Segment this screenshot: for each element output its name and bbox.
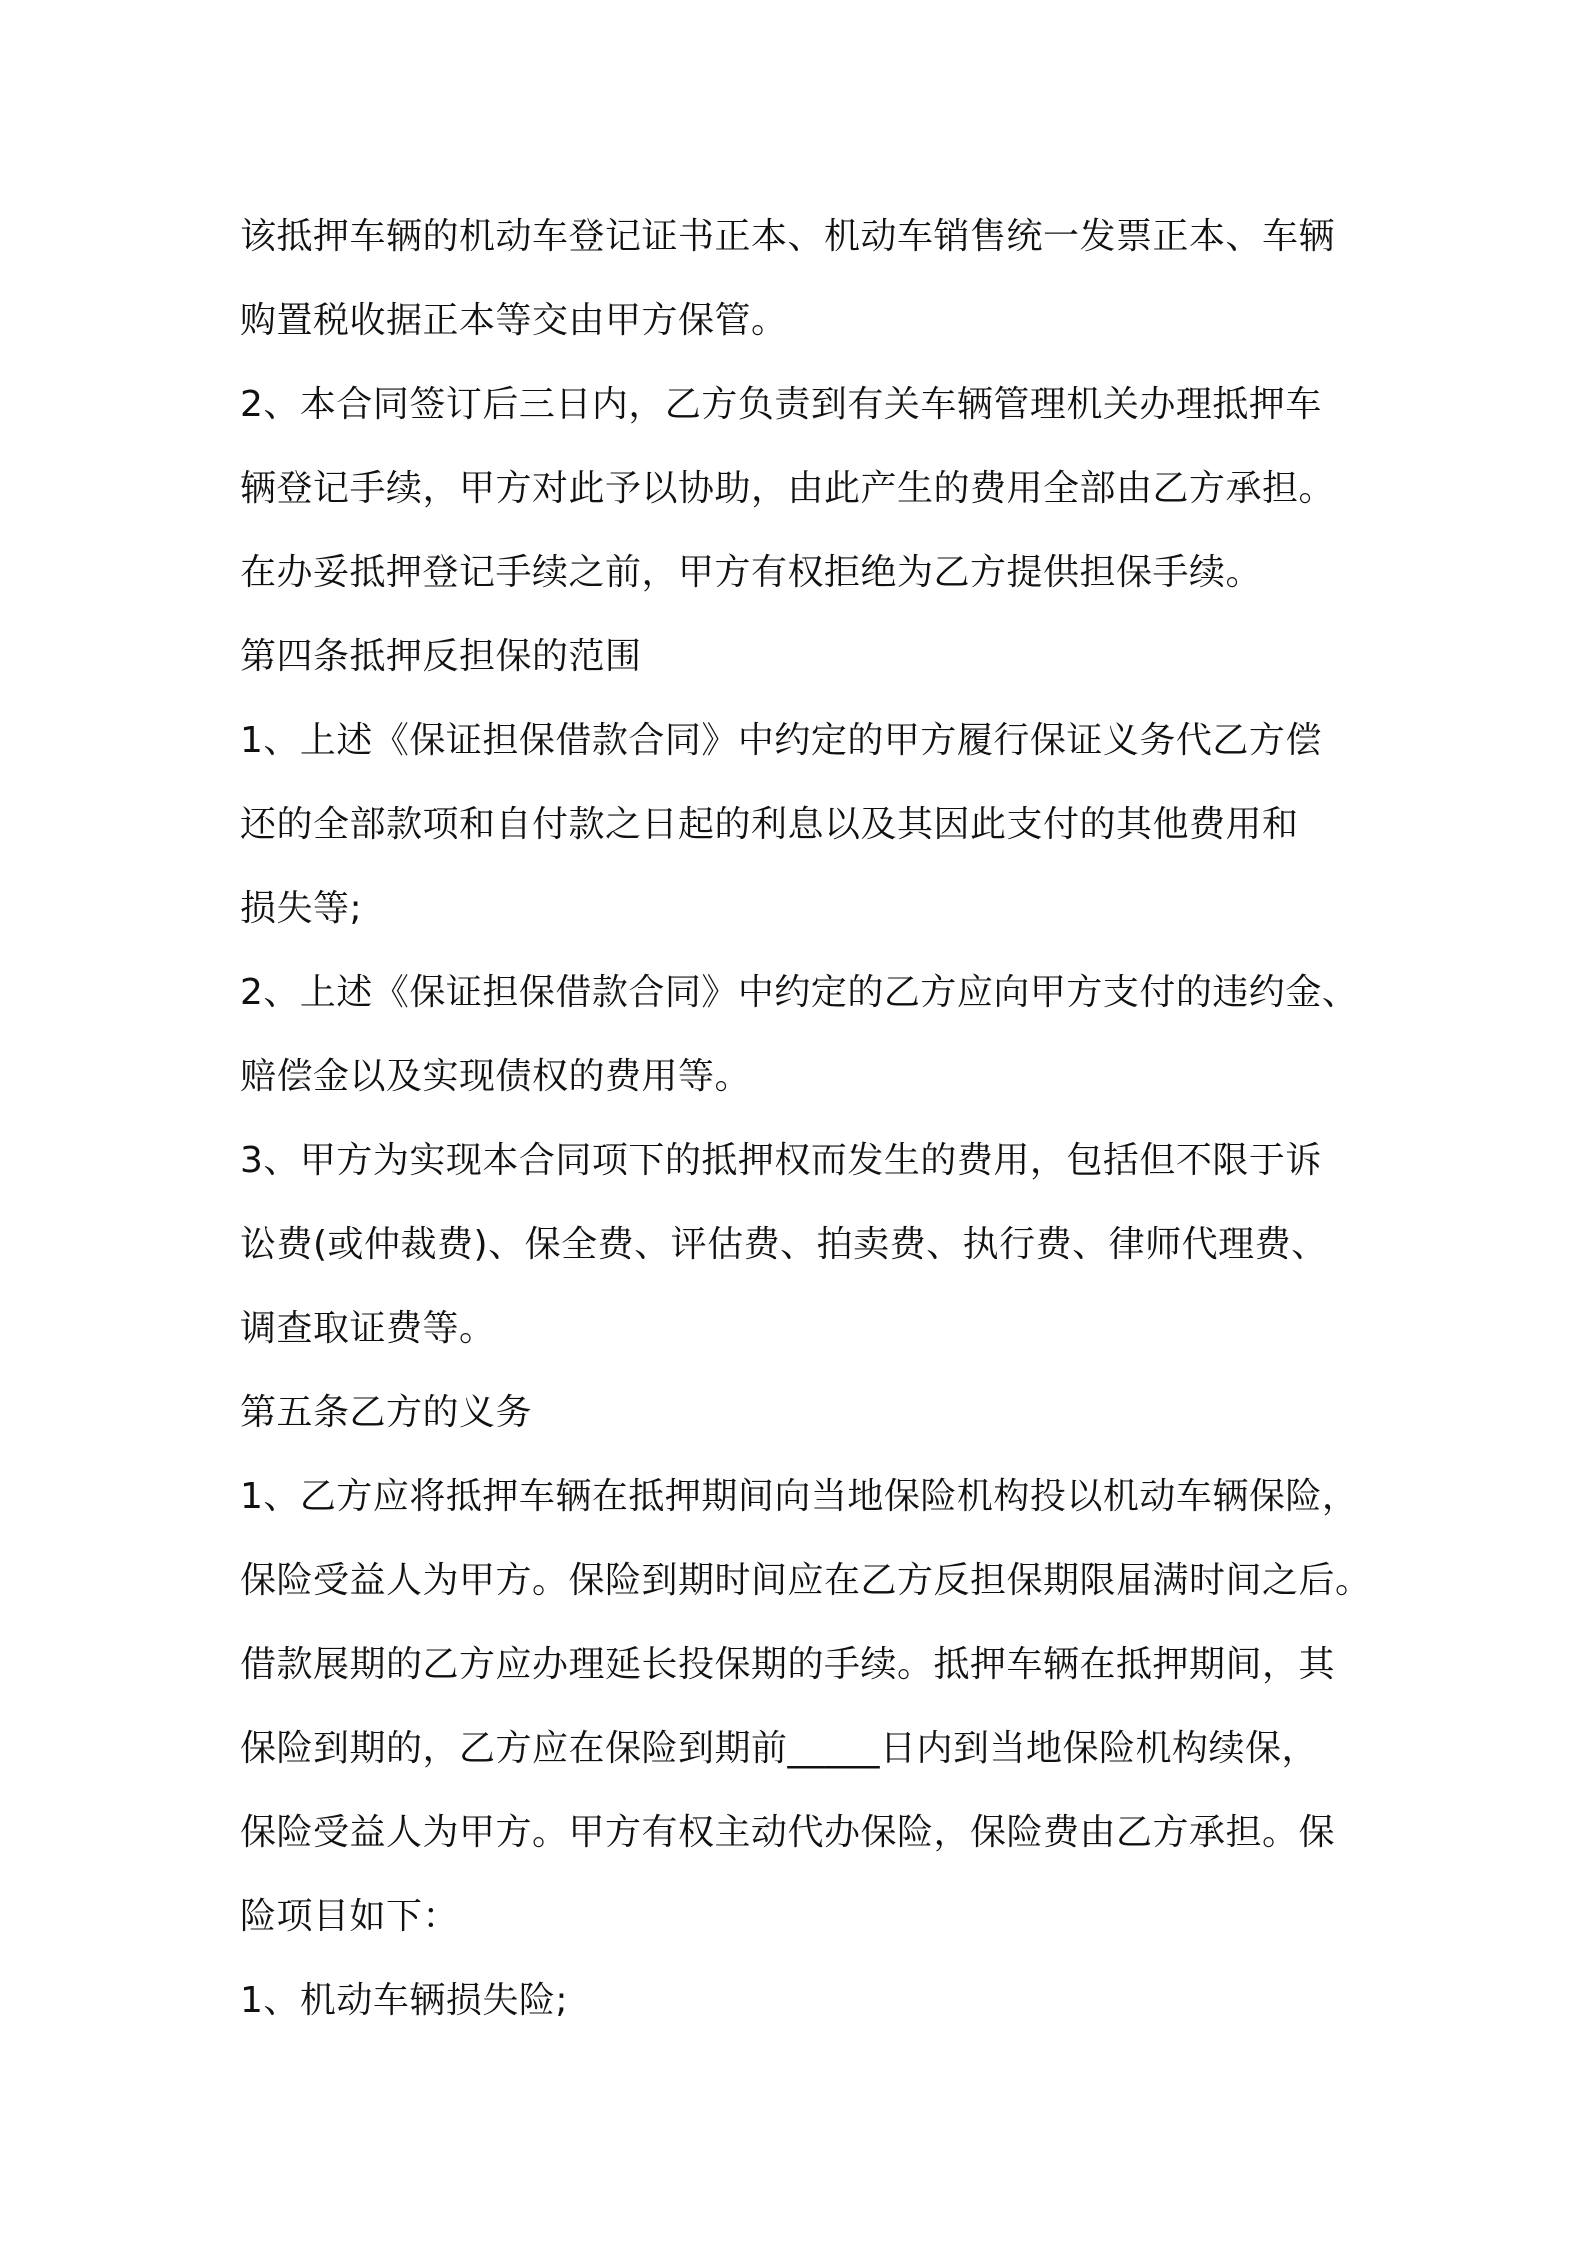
- text-line: 3、甲方为实现本合同项下的抵押权而发生的费用，包括但不限于诉: [240, 1140, 1322, 1181]
- text-line: 1、乙方应将抵押车辆在抵押期间向当地保险机构投以机动车辆保险，: [240, 1476, 1359, 1517]
- text-line: 调查取证费等。: [240, 1308, 496, 1349]
- document-body: [240, 195, 1370, 2043]
- section-heading: 第四条抵押反担保的范围: [240, 636, 642, 677]
- section-heading: 第五条乙方的义务: [240, 1392, 533, 1433]
- text-line: 购置税收据正本等交由甲方保管。: [240, 300, 788, 341]
- text-line: 损失等;: [240, 888, 363, 929]
- text-line: 该抵押车辆的机动车登记证书正本、机动车销售统一发票正本、车辆: [240, 216, 1336, 257]
- text-line: 辆登记手续，甲方对此予以协助，由此产生的费用全部由乙方承担。: [240, 468, 1336, 509]
- text-line: 借款展期的乙方应办理延长投保期的手续。抵押车辆在抵押期间，其: [240, 1644, 1336, 1685]
- text-line: 保险到期的，乙方应在保险到期前_____日内到当地保险机构续保，: [240, 1728, 1319, 1769]
- text-line: 还的全部款项和自付款之日起的利息以及其因此支付的其他费用和: [240, 804, 1299, 845]
- text-line: 1、机动车辆损失险;: [240, 1980, 569, 2021]
- text-line: 保险受益人为甲方。保险到期时间应在乙方反担保期限届满时间之后。: [240, 1560, 1372, 1601]
- text-line: 保险受益人为甲方。甲方有权主动代办保险，保险费由乙方承担。保: [240, 1812, 1336, 1853]
- text-line: 赔偿金以及实现债权的费用等。: [240, 1056, 752, 1097]
- text-line: 讼费(或仲裁费)、保全费、评估费、拍卖费、执行费、律师代理费、: [240, 1224, 1328, 1265]
- text-line: 1、上述《保证担保借款合同》中约定的甲方履行保证义务代乙方偿: [240, 720, 1322, 761]
- text-line: 险项目如下：: [240, 1896, 460, 1937]
- text-line: 2、本合同签订后三日内，乙方负责到有关车辆管理机关办理抵押车: [240, 384, 1322, 425]
- text-line: 在办妥抵押登记手续之前，甲方有权拒绝为乙方提供担保手续。: [240, 552, 1263, 593]
- text-line: 2、上述《保证担保借款合同》中约定的乙方应向甲方支付的违约金、: [240, 972, 1359, 1013]
